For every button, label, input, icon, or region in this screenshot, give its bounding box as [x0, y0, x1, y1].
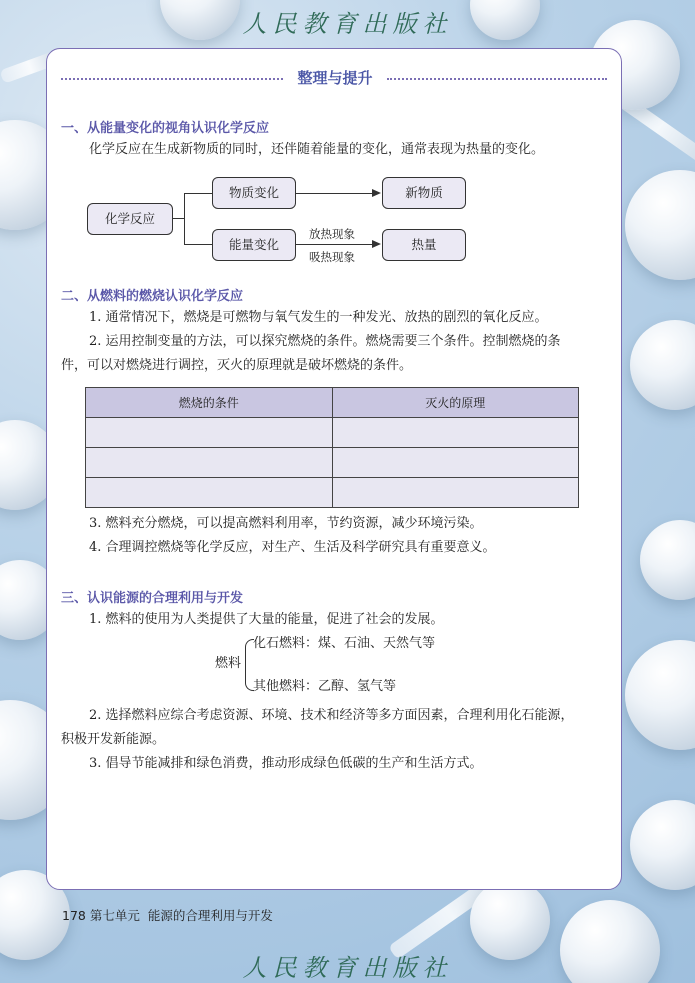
- page-number: 178: [62, 908, 86, 923]
- table-cell: [332, 478, 579, 508]
- section2-p1: 1. 通常情况下，燃烧是可燃物与氧气发生的一种发光、放热的剧烈的氧化反应。: [89, 310, 548, 325]
- page-footer: [62, 906, 273, 924]
- diagram-root-box: 化学反应: [87, 203, 173, 235]
- diagram-heat-box: 热量: [382, 229, 466, 261]
- diagram-energy-change-box: 能量变化: [212, 229, 296, 261]
- section3-p1: 1. 燃料的使用为人类提供了大量的能量，促进了社会的发展。: [89, 612, 444, 627]
- table-cell: [332, 448, 579, 478]
- table-header-extinguish: 灭火的原理: [332, 388, 579, 418]
- diagram-new-substance-box: 新物质: [382, 177, 466, 209]
- fuel-fossil: 化石燃料：煤、石油、天然气等: [253, 636, 436, 651]
- section2-p4: 4. 合理调控燃烧等化学反应，对生产、生活及科学研究具有重要意义。: [89, 540, 496, 555]
- page-title: 整理与提升: [297, 69, 373, 87]
- section3-heading: 三、认识能源的合理利用与开发: [61, 591, 244, 606]
- section3-p3: 3. 倡导节能减排和绿色消费，推动形成绿色低碳的生产和生活方式。: [89, 756, 483, 771]
- section1-intro: 化学反应在生成新物质的同时，还伴随着能量的变化，通常表现为热量的变化。: [89, 142, 545, 157]
- section3-p2-line1: 2. 选择燃料应综合考虑资源、环境、技术和经济等多方面因素，合理利用化石能源，: [89, 708, 574, 723]
- publisher-logo-top: 人民教育出版社: [242, 10, 453, 38]
- arrow-right-icon: [372, 240, 381, 248]
- section1-heading: 一、从能量变化的视角认识化学反应: [61, 121, 270, 136]
- combustion-table: [85, 387, 579, 508]
- diagram-absorb-label: 吸热现象: [309, 250, 355, 264]
- section2-p2-line1: 2. 运用控制变量的方法，可以探究燃烧的条件。燃烧需要三个条件。控制燃烧的条: [89, 334, 561, 349]
- section3-p2-line2: 积极开发新能源。: [61, 732, 166, 747]
- section2-p3: 3. 燃料充分燃烧，可以提高燃料利用率，节约资源，减少环境污染。: [89, 516, 483, 531]
- section2-p2-line2: 件，可以对燃烧进行调控，灭火的原理就是破坏燃烧的条件。: [61, 358, 413, 373]
- table-cell: [332, 418, 579, 448]
- diagram-matter-change-box: 物质变化: [212, 177, 296, 209]
- diagram-release-label: 放热现象: [309, 227, 355, 241]
- page-heading: [61, 67, 607, 91]
- table-cell: [86, 448, 333, 478]
- table-cell: [86, 418, 333, 448]
- publisher-logo-bottom: 人民教育出版社: [242, 954, 453, 982]
- fuel-other: 其他燃料：乙醇、氢气等: [253, 679, 397, 694]
- arrow-right-icon: [372, 189, 381, 197]
- footer-unit-title: 能源的合理利用与开发: [147, 908, 273, 923]
- section2-heading: 二、从燃料的燃烧认识化学反应: [61, 289, 244, 304]
- table-header-conditions: 燃烧的条件: [86, 388, 333, 418]
- content-panel: [46, 48, 622, 890]
- fuel-label: 燃料: [215, 656, 242, 671]
- footer-unit: 第七单元: [89, 908, 140, 923]
- table-cell: [86, 478, 333, 508]
